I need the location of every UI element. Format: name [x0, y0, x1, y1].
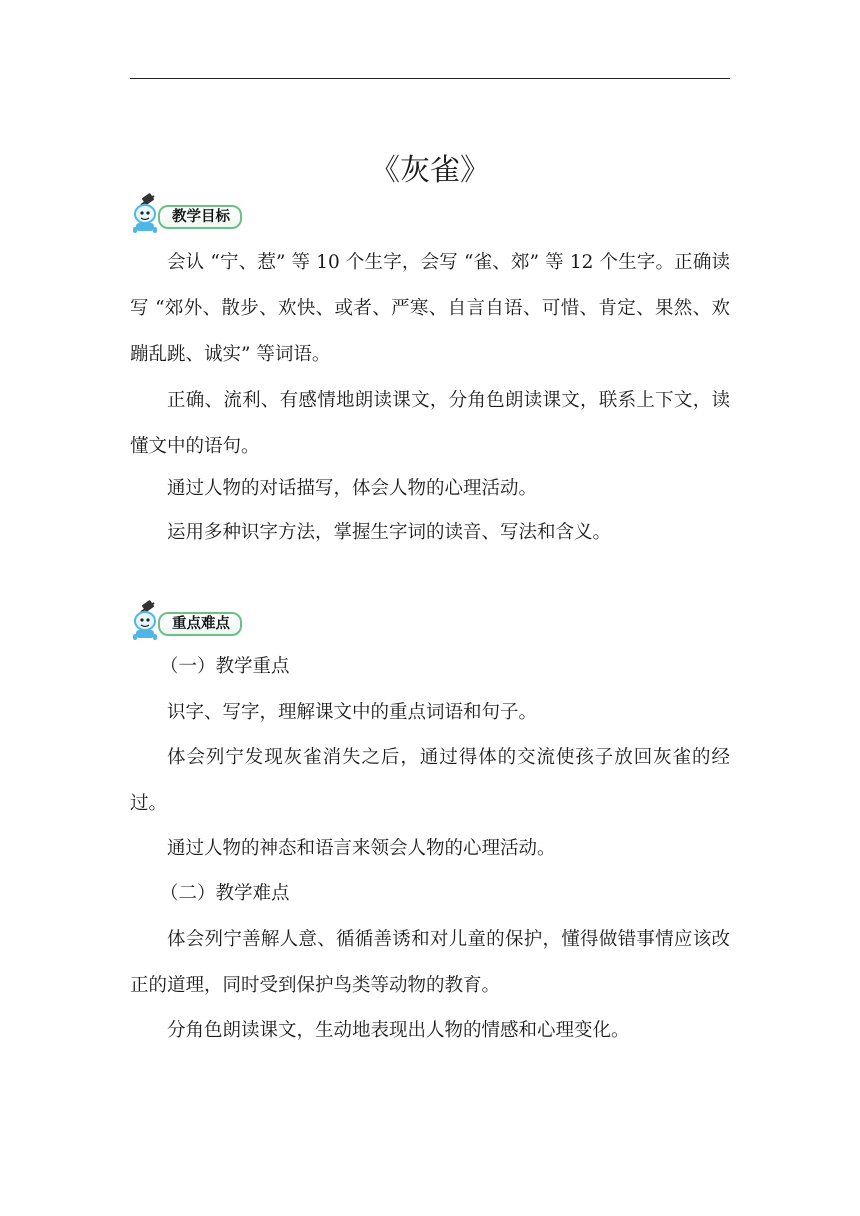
header-rule — [130, 78, 730, 79]
subsection-heading-difficulty: （二）教学难点 — [160, 883, 290, 904]
focus-paragraph-2: 体会列宁发现灰雀消失之后，通过得体的交流使孩子放回灰雀的经过。 — [130, 747, 730, 814]
objective-paragraph-2: 正确、流利、有感情地朗读课文，分角色朗读课文，联系上下文，读懂文中的语句。 — [130, 390, 730, 457]
section-title-objectives: 教学目标 — [158, 205, 242, 229]
section-header-objectives — [128, 193, 268, 235]
focus-paragraph-1: 识字、写字，理解课文中的重点词语和句子。 — [167, 702, 538, 723]
difficulty-paragraph-2: 分角色朗读课文，生动地表现出人物的情感和心理变化。 — [167, 1020, 630, 1041]
section-title-key-points: 重点难点 — [158, 612, 242, 636]
objective-paragraph-1: 会认 “宁、惹” 等 10 个生字，会写 “雀、郊” 等 12 个生字。正确读写 “郊外、散步、欢快、或者、严寒、自言自语、可惜、肯定、果然、欢蹦乱跳、诚实” 等词语。 — [130, 252, 730, 365]
subsection-heading-focus: （一）教学重点 — [160, 656, 290, 677]
section-header-key-points — [128, 600, 268, 642]
document-title: 《灰雀》 — [370, 153, 490, 188]
difficulty-paragraph-1: 体会列宁善解人意、循循善诱和对儿童的保护，懂得做错事情应该改正的道理，同时受到保护鸟类等动物的教育。 — [130, 929, 730, 996]
objective-paragraph-4: 运用多种识字方法，掌握生字词的读音、写法和含义。 — [167, 522, 612, 543]
objective-paragraph-3: 通过人物的对话描写，体会人物的心理活动。 — [167, 478, 538, 499]
focus-paragraph-3: 通过人物的神态和语言来领会人物的心理活动。 — [167, 838, 556, 859]
